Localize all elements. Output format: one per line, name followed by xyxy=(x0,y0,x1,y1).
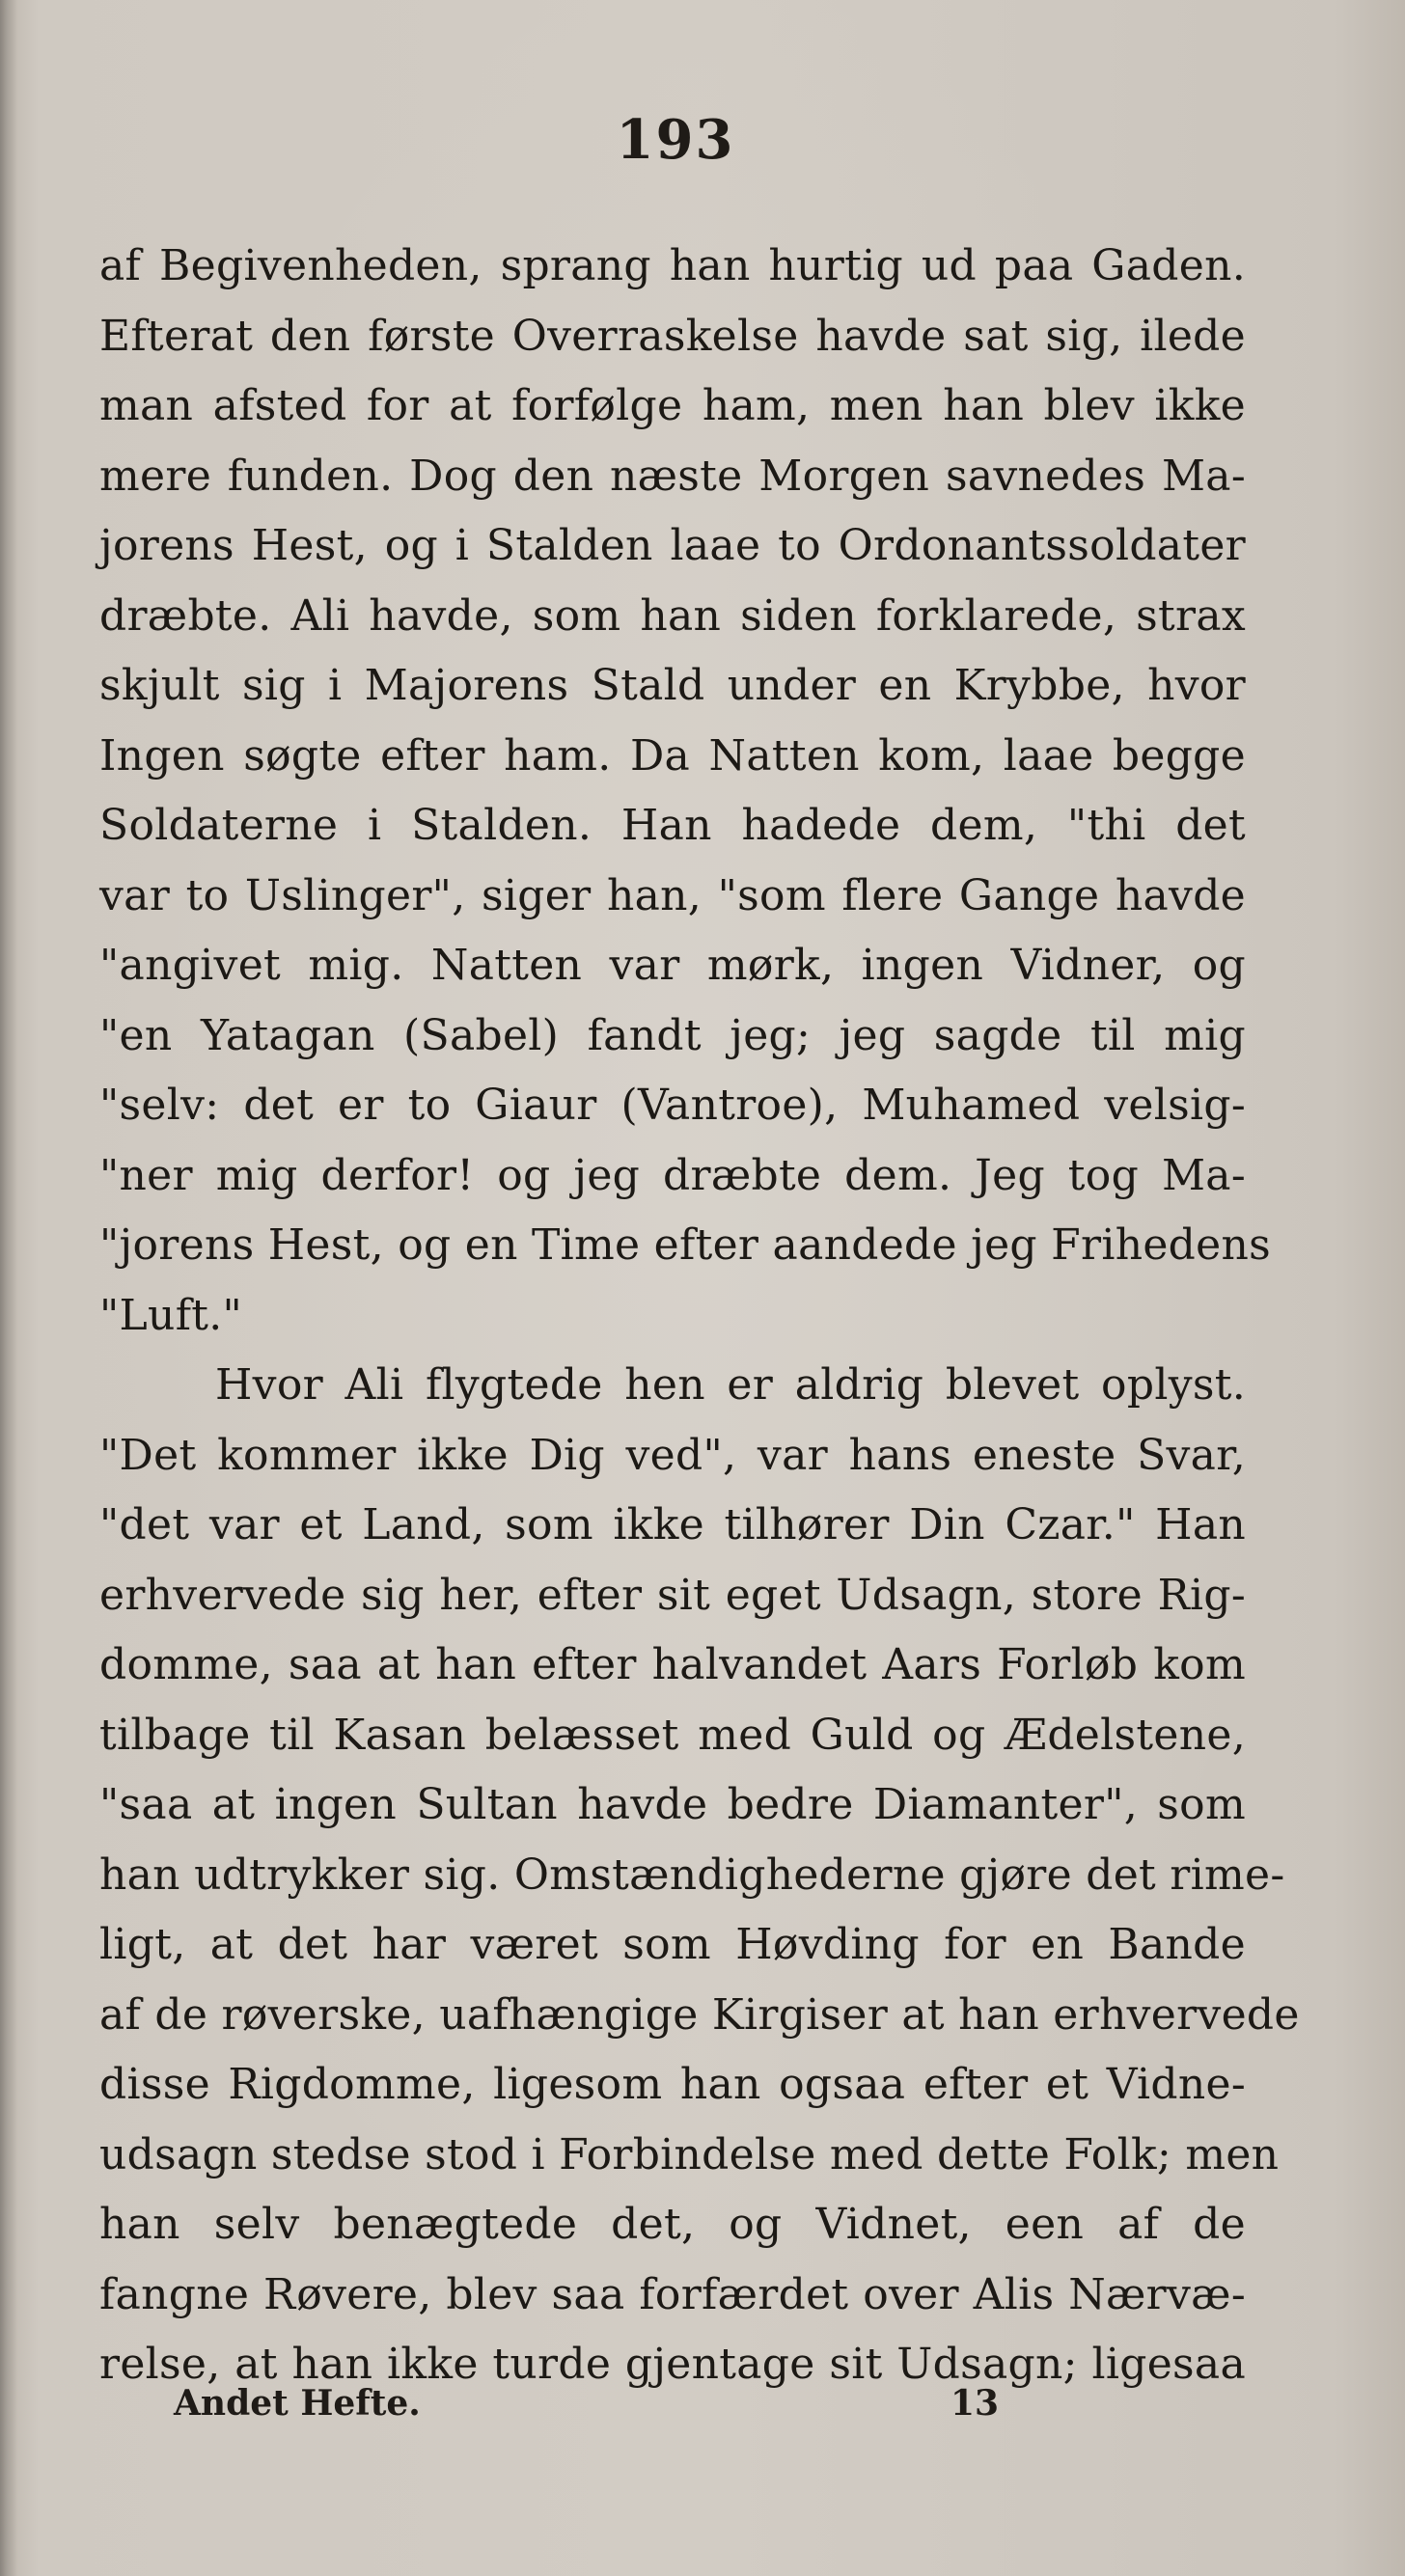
text-line: man afsted for at forfølge ham, men han blev ikke xyxy=(99,381,1246,430)
text-line: han selv benægtede det, og Vidnet, een af de xyxy=(99,2200,1246,2249)
text-line: "selv: det er to Giaur (Vantroe), Muhamed velsig- xyxy=(99,1081,1246,1130)
sheet-number: 13 xyxy=(950,2383,1000,2424)
text-line: Hvor Ali flygtede hen er aldrig blevet oplyst. xyxy=(215,1360,1246,1410)
text-line: erhvervede sig her, efter sit eget Udsagn, store Rig- xyxy=(99,1570,1246,1620)
page-binding-edge xyxy=(0,0,17,2576)
text-line: tilbage til Kasan belæsset med Guld og Ædelstene, xyxy=(99,1710,1246,1760)
text-line: "Det kommer ikke Dig ved", var hans eneste Svar, xyxy=(99,1430,1246,1480)
text-line: udsagn stedse stod i Forbindelse med dette Folk; men xyxy=(99,2129,1280,2179)
text-line: af de røverske, uafhængige Kirgiser at han erhvervede xyxy=(99,1989,1300,2040)
text-line: fangne Røvere, blev saa forfærdet over Alis Nærvæ- xyxy=(99,2269,1246,2319)
text-line: ligt, at det har været som Høvding for en Bande xyxy=(99,1920,1246,1969)
text-line: "en Yatagan (Sabel) fandt jeg; jeg sagde til mig xyxy=(99,1010,1246,1060)
text-line: Efterat den første Overraskelse havde sat sig, ilede xyxy=(99,311,1246,361)
text-line: "angivet mig. Natten var mørk, ingen Vidner, og xyxy=(99,941,1246,990)
text-line: disse Rigdomme, ligesom han ogsaa efter et Vidne- xyxy=(99,2060,1246,2109)
text-line: "jorens Hest, og en Time efter aandede jeg Frihedens xyxy=(99,1220,1271,1270)
text-line: mere funden. Dog den næste Morgen savnedes Ma- xyxy=(99,451,1246,501)
page-number: 193 xyxy=(616,108,735,172)
text-line: Soldaterne i Stalden. Han hadede dem, "thi det xyxy=(99,801,1246,850)
text-line: han udtrykker sig. Omstændighederne gjøre det rime- xyxy=(99,1850,1285,1900)
text-line: skjult sig i Majorens Stald under en Krybbe, hvor xyxy=(99,661,1246,710)
text-line: Ingen søgte efter ham. Da Natten kom, laae begge xyxy=(99,730,1246,781)
text-line: "ner mig derfor! og jeg dræbte dem. Jeg tog Ma- xyxy=(99,1150,1246,1200)
text-line: jorens Hest, og i Stalden laae to Ordonantssoldater xyxy=(99,521,1246,570)
text-line: "det var et Land, som ikke tilhører Din Czar." Han xyxy=(99,1500,1246,1549)
text-line: domme, saa at han efter halvandet Aars Forløb kom xyxy=(99,1640,1246,1689)
text-line: af Begivenheden, sprang han hurtig ud paa Gaden. xyxy=(99,241,1246,290)
text-line: dræbte. Ali havde, som han siden forklarede, strax xyxy=(99,590,1246,641)
text-line: "saa at ingen Sultan havde bedre Diamanter", som xyxy=(99,1780,1246,1829)
body-text xyxy=(99,232,1300,2400)
text-line: var to Uslinger", siger han, "som flere Gange havde xyxy=(99,870,1246,920)
text-line: "Luft." xyxy=(99,1290,243,1340)
text-line: relse, at han ikke turde gjentage sit Udsagn; ligesaa xyxy=(99,2340,1246,2389)
signature-mark: Andet Hefte. xyxy=(174,2383,421,2424)
